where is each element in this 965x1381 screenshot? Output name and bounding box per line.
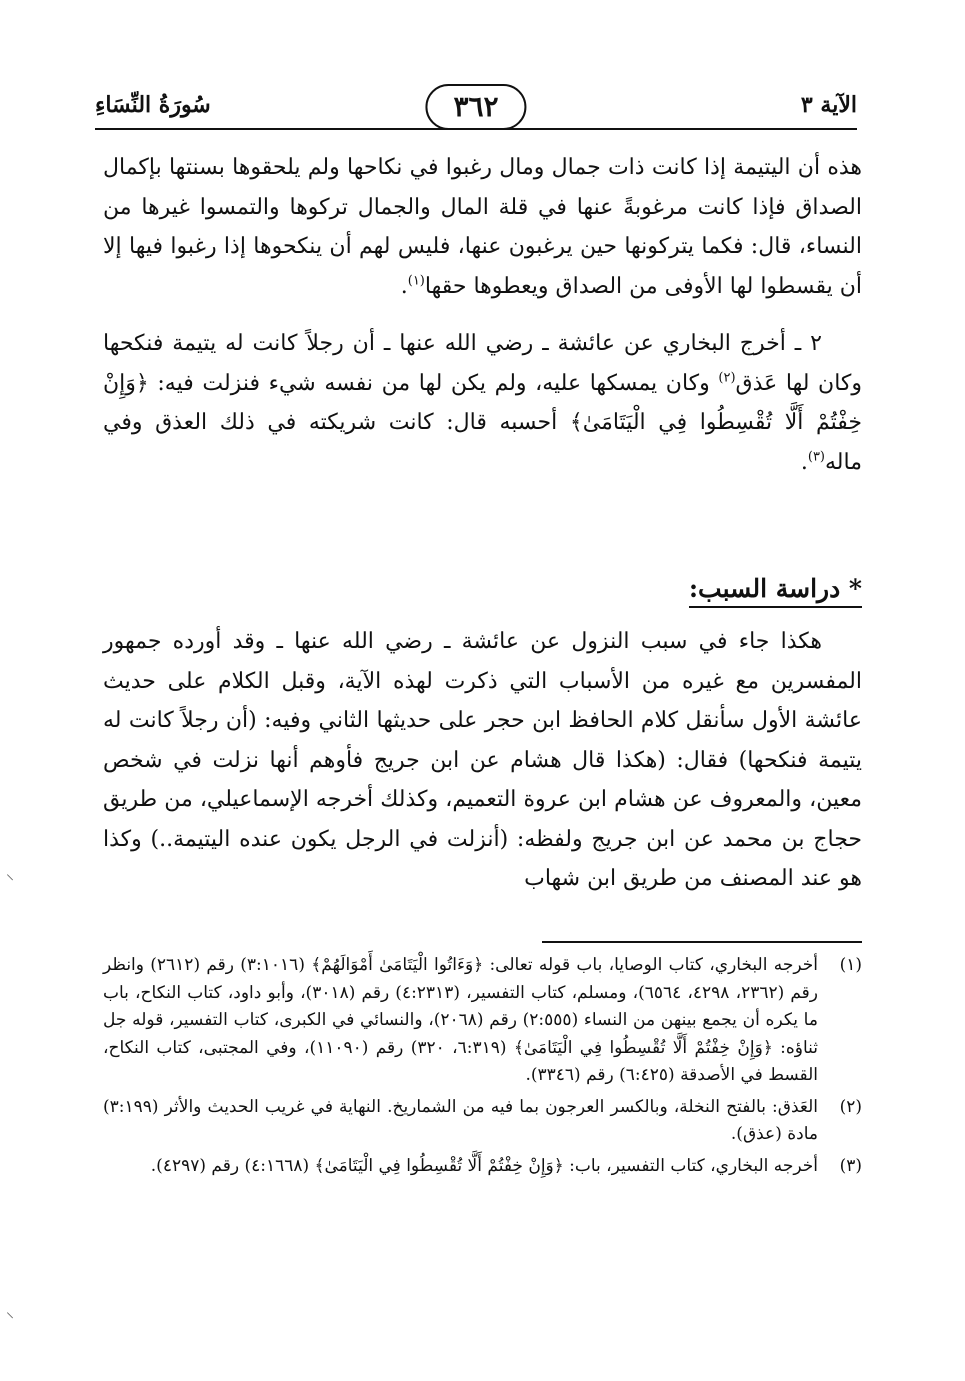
footnote-ref-2: (٢) [718, 370, 736, 386]
section-heading: * دراسة السبب: [689, 574, 862, 608]
footnotes [103, 952, 862, 1184]
footnote-number: (٢) [839, 1096, 862, 1117]
footnote-1 [103, 952, 862, 1090]
verse-label: الآية ٣ [800, 92, 857, 118]
scan-mark: ⸝ [6, 1302, 15, 1321]
paragraph-study: هكذا جاء في سبب النزول عن عائشة ـ رضي الله عنها ـ وقد أورده جمهور المفسرين مع غيره من الأسباب التي ذكرت لهذه الآية، وقبل الكلام على حديث عائشة الأول سأنقل كلام الحافظ ابن حجر على حديثها الثاني وفيه: (أن رجلاً كانت له يتيمة فنكحها) فقال: (هكذا قال هشام عن ابن جريج فأوهم أنها نزلت في شخص معين، والمعروف عن هشام ابن عروة التعميم، وكذلك أخرجه الإسماعيلي، من طريق حجاج بن محمد عن ابن جريج ولفظه: (أنزلت في الرجل يكون عنده اليتيمة..) وكذا هو عند المصنف من طريق ابن شهاب [103, 629, 862, 891]
footnote-separator [542, 941, 862, 943]
footnote-number: (١) [839, 955, 862, 975]
paragraph-1-text: هذه أن اليتيمة إذا كانت ذات جمال ومال رغبوا في نكاحها ولم يلحقوها بسنتها بإكمال الصداق فإذا كانت مرغوبةً عنها في قلة المال والجمال تركوها والتمسوا غيرها من النساء، قال: فكما يتركونها حين يرغبون عنها، فليس لهم أن ينكحوها إذا رغبوا فيها إلا أن يقسطوا لها الأوفى من الصداق ويعطوها حقها [103, 155, 862, 299]
paragraph-2-text-b: وكان يمسكها عليه، ولم يكن لها من نفسه شيء فنزلت فيه: ﴿وَإِنْ خِفْتُمْ أَلَّا تُقْسِطُوا فِي الْيَتَامَىٰ﴾ أحسبه قال: كانت شريكته في ذلك العذق وفي ماله [103, 370, 862, 475]
header-rule [95, 128, 857, 130]
page-header [95, 84, 857, 134]
footnote-number: (٣) [839, 1155, 862, 1176]
footnote-text: أخرجه البخاري، كتاب الوصايا، باب قوله تعالى: ﴿وَءَاتُوا الْيَتَامَىٰ أَمْوَالَهُمْ﴾ (٣:١٠١٦) رقم (٢٦١٢) وانظر رقم (٢٣٦٢، ٤٢٩٨، ٦٥٦٤)، ومسلم، كتاب التفسير، (٤:٢٣١٣) رقم (٣٠١٨)، وأبو داود، كتاب النكاح، باب ما يكره أن يجمع بينهن من النساء (٢:٥٥٥) رقم (٢٠٦٨)، والنسائي في الكبرى، كتاب التفسير، قوله جل ثناؤه: ﴿وَإِنْ خِفْتُمْ أَلَّا تُقْسِطُوا فِي الْيَتَامَىٰ﴾ (٦:٣١٩، ٣٢٠) رقم (١١٠٩٠)، وفي المجتبى، كتاب النكاح، القسط في الأصدقة (٦:٤٢٥) رقم (٣٣٤٦). [103, 955, 819, 1085]
scan-mark: ⸝ [6, 864, 15, 883]
footnote-text: أخرجه البخاري، كتاب التفسير، باب: ﴿وَإِنْ خِفْتُمْ أَلَّا تُقْسِطُوا فِي الْيَتَامَىٰ﴾ (٤:١٦٦٨) رقم (٤٢٩٧). [150, 1155, 818, 1176]
main-text-study [103, 622, 862, 899]
footnote-ref-3: (٣) [807, 449, 825, 465]
paragraph-1: هذه أن اليتيمة إذا كانت ذات جمال ومال رغبوا في نكاحها ولم يلحقوها بسنتها بإكمال الصداق فإذا كانت مرغوبةً عنها في قلة المال والجمال تركوها والتمسوا غيرها من النساء، قال: فكما يتركونها حين يرغبون عنها، فليس لهم أن ينكحوها إذا رغبوا فيها إلا أن يقسطوا لها الأوفى من الصداق ويعطوها حقها$^{(١)}$. [103, 155, 862, 299]
paragraph-2-text-a: ٢ ـ أخرج البخاري عن عائشة ـ رضي الله عنها ـ أن رجلاً كانت له يتيمة فنكحها وكان لها عَذق [103, 331, 862, 396]
surah-name: سُورَةُ النِّسَاءِ [95, 92, 211, 118]
footnote-2 [103, 1094, 862, 1149]
footnote-text: العَذق: بالفتح النخلة، وبالكسر العرجون بما فيه من الشماريخ. النهاية في غريب الحديث والأثر (٣:١٩٩) مادة (عذق). [103, 1096, 818, 1144]
paragraph-2: ٢ ـ أخرج البخاري عن عائشة ـ رضي الله عنها ـ أن رجلاً كانت له يتيمة فنكحها وكان لها عَذق$^{(٢)}$ وكان يمسكها عليه، ولم يكن لها من نفسه شيء فنزلت فيه: ﴿وَإِنْ خِفْتُمْ أَلَّا تُقْسِطُوا فِي الْيَتَامَىٰ﴾ أحسبه قال: كانت شريكته في ذلك العذق وفي ماله$^{(٣)}$. [103, 331, 862, 475]
main-text-top [103, 148, 862, 482]
footnote-ref-1: (١) [407, 273, 425, 289]
footnote-3 [103, 1153, 862, 1181]
page-number: ٣٦٢ [425, 84, 526, 130]
